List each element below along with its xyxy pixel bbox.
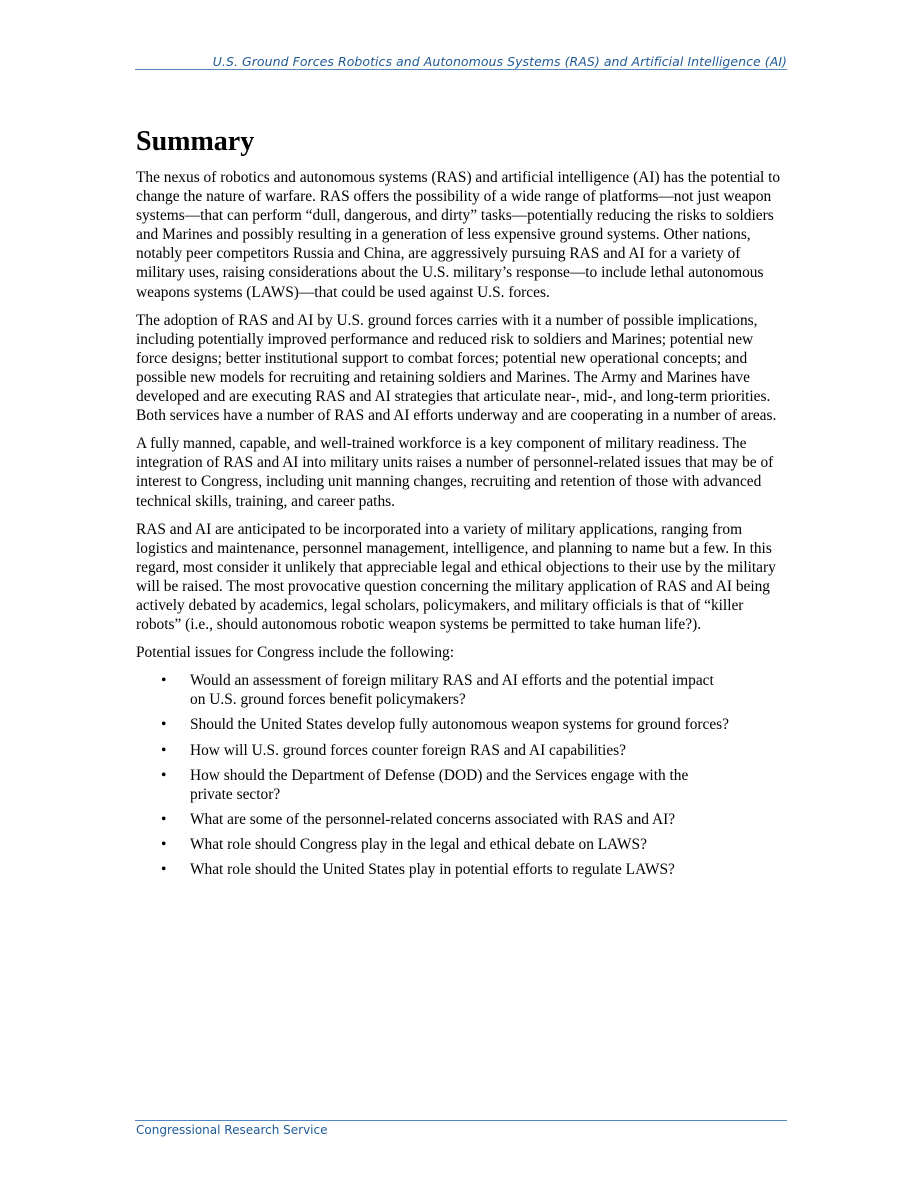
bullet-icon: •: [161, 861, 167, 878]
footer-divider: [135, 1120, 787, 1121]
list-item-text: What role should Congress play in the legal and ethical debate on LAWS?: [190, 835, 647, 853]
list-item: [136, 671, 730, 709]
list-item: [136, 766, 730, 804]
bullet-icon: •: [161, 766, 167, 784]
list-item-text: What are some of the personnel-related concerns associated with RAS and AI?: [190, 810, 676, 828]
list-item-text: Should the United States develop fully autonomous weapon systems for ground forces?: [190, 716, 730, 734]
bullet-icon: •: [161, 716, 167, 734]
header-divider: [135, 69, 787, 70]
paragraph-3: A fully manned, capable, and well-trained workforce is a key component of military readiness. The integration of RAS and AI into military units raises a number of personnel-related issues that may be of interest to Congress, including unit manning changes, recruiting and retention of those with advanced technical skills, training, and career paths.: [136, 435, 774, 510]
bullet-icon: •: [161, 810, 167, 828]
footer-organization: Congressional Research Service: [136, 1123, 328, 1137]
summary-section: [136, 124, 788, 885]
list-item-text: Would an assessment of foreign military RAS and AI efforts and the potential impact on U.S. ground forces benefit policymakers?: [190, 672, 714, 709]
bullet-icon: •: [161, 835, 167, 853]
issues-list: [136, 671, 788, 879]
bullet-icon: •: [161, 672, 167, 690]
list-item: [136, 835, 730, 854]
section-title: Summary: [136, 126, 255, 157]
paragraph-2: The adoption of RAS and AI by U.S. ground forces carries with it a number of possible implications, including potentially improved performance and reduced risk to soldiers and Marines; potential new force designs; better institutional support to combat forces; potential new operational concepts; and possible new models for recruiting and retaining soldiers and Marines. The Army and Marines have developed and are executing RAS and AI strategies that articulate near-, mid-, and long-term priorities. Both services have a number of RAS and AI efforts underway and are cooperating in a number of areas.: [136, 311, 777, 425]
issues-intro: Potential issues for Congress include the following:: [136, 644, 455, 662]
list-item: [136, 741, 730, 760]
running-header: U.S. Ground Forces Robotics and Autonomous Systems (RAS) and Artificial Intelligence (AI): [212, 54, 787, 69]
list-item-text: How will U.S. ground forces counter foreign RAS and AI capabilities?: [190, 741, 626, 759]
paragraph-4: RAS and AI are anticipated to be incorporated into a variety of military applications, ranging from logistics and maintenance, personnel management, intelligence, and planning to name but a few. In this regard, most consider it unlikely that appreciable legal and ethical objections to their use by the military will be raised. The most provocative question concerning the military application of RAS and AI being actively debated by academics, legal scholars, policymakers, and military officials is that of “killer robots” (i.e., should autonomous robotic weapon systems be permitted to take human life?).: [136, 520, 776, 634]
list-item: [136, 860, 730, 879]
bullet-icon: •: [161, 741, 167, 759]
paragraph-1: The nexus of robotics and autonomous systems (RAS) and artificial intelligence (AI) has the potential to change the nature of warfare. RAS offers the possibility of a wide range of platforms—not just weapon systems—that can perform “dull, dangerous, and dirty” tasks—potentially reducing the risks to soldiers and Marines and possibly resulting in a generation of less expensive ground systems. Other nations, notably peer competitors Russia and China, are aggressively pursuing RAS and AI for a variety of military uses, raising considerations about the U.S. military’s response—to include lethal autonomous weapons systems (LAWS)—that could be used against U.S. forces.: [136, 169, 781, 301]
list-item-text: How should the Department of Defense (DOD) and the Services engage with the private sector?: [190, 766, 689, 803]
list-item: [136, 715, 730, 734]
list-item-text: What role should the United States play in potential efforts to regulate LAWS?: [190, 861, 675, 878]
list-item: [136, 810, 730, 829]
